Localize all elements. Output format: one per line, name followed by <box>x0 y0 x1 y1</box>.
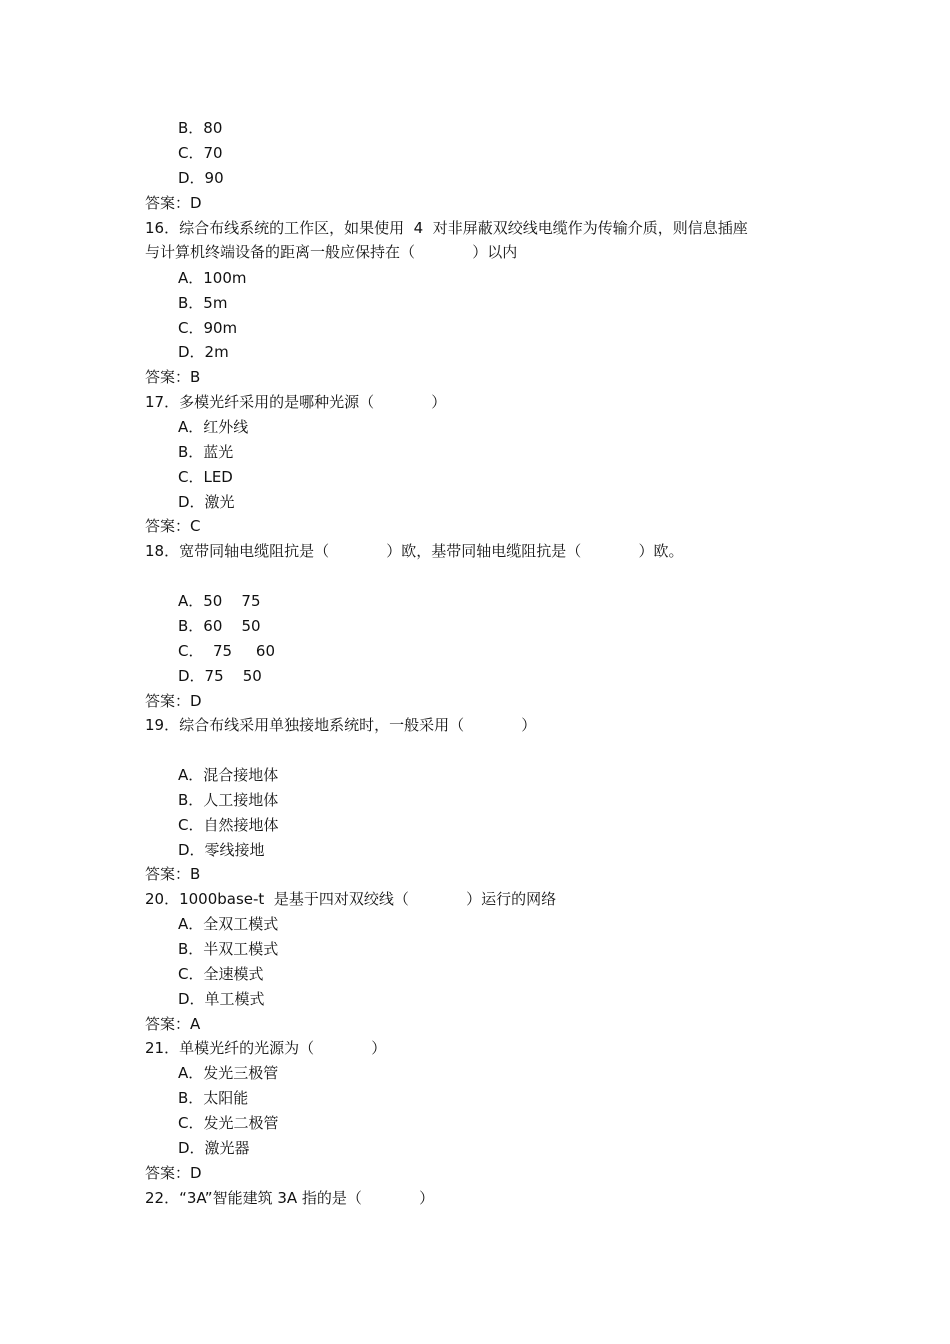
question-16: 16．综合布线系统的工作区，如果使用 4 对非屏蔽双绞线电缆作为传输介质，则信息插座 <box>145 219 748 237</box>
option-item: A．红外线 <box>178 418 249 436</box>
answer-line: 答案：B <box>145 368 201 386</box>
option-item: D．激光器 <box>178 1139 250 1157</box>
question-19: 19．综合布线采用单独接地系统时，一般采用（ ） <box>145 716 537 734</box>
option-item: A．混合接地体 <box>178 766 279 784</box>
option-item: B．5m <box>178 294 228 312</box>
option-item: D．75 50 <box>178 667 262 685</box>
option-item: C． 75 60 <box>178 642 276 660</box>
question-18: 18．宽带同轴电缆阻抗是（ ）欧，基带同轴电缆阻抗是（ ）欧。 <box>145 542 684 560</box>
option-item: B．太阳能 <box>178 1089 249 1107</box>
option-item: A．发光三极管 <box>178 1064 279 1082</box>
option-item: C．90m <box>178 319 238 337</box>
option-item: D．零线接地 <box>178 841 265 859</box>
option-item: D．单工模式 <box>178 990 265 1008</box>
answer-line: 答案：B <box>145 865 201 883</box>
question-20: 20．1000base-t 是基于四对双绞线（ ）运行的网络 <box>145 890 557 908</box>
option-item: D．2m <box>178 343 229 361</box>
option-item: C．自然接地体 <box>178 816 279 834</box>
option-item: B．60 50 <box>178 617 261 635</box>
question-16-continued: 与计算机终端设备的距离一般应保持在（ ）以内 <box>145 243 518 261</box>
question-22: 22．“3A”智能建筑 3A 指的是（ ） <box>145 1189 435 1207</box>
option-item: C．全速模式 <box>178 965 264 983</box>
option-item: D．激光 <box>178 493 235 511</box>
option-item: B．80 <box>178 119 223 137</box>
option-item: C．70 <box>178 144 223 162</box>
option-item: D．90 <box>178 169 224 187</box>
answer-line: 答案：D <box>145 692 202 710</box>
option-item: C．发光二极管 <box>178 1114 279 1132</box>
option-item: B．半双工模式 <box>178 940 279 958</box>
answer-line: 答案：D <box>145 1164 202 1182</box>
question-21: 21．单模光纤的光源为（ ） <box>145 1039 387 1057</box>
option-item: A．100m <box>178 269 247 287</box>
answer-line: 答案：C <box>145 517 201 535</box>
answer-line: 答案：A <box>145 1015 201 1033</box>
option-item: A．50 75 <box>178 592 261 610</box>
option-item: C．LED <box>178 468 233 486</box>
option-item: A．全双工模式 <box>178 915 279 933</box>
answer-line: 答案：D <box>145 194 202 212</box>
question-17: 17．多模光纤采用的是哪种光源（ ） <box>145 393 447 411</box>
option-item: B．人工接地体 <box>178 791 279 809</box>
option-item: B．蓝光 <box>178 443 234 461</box>
